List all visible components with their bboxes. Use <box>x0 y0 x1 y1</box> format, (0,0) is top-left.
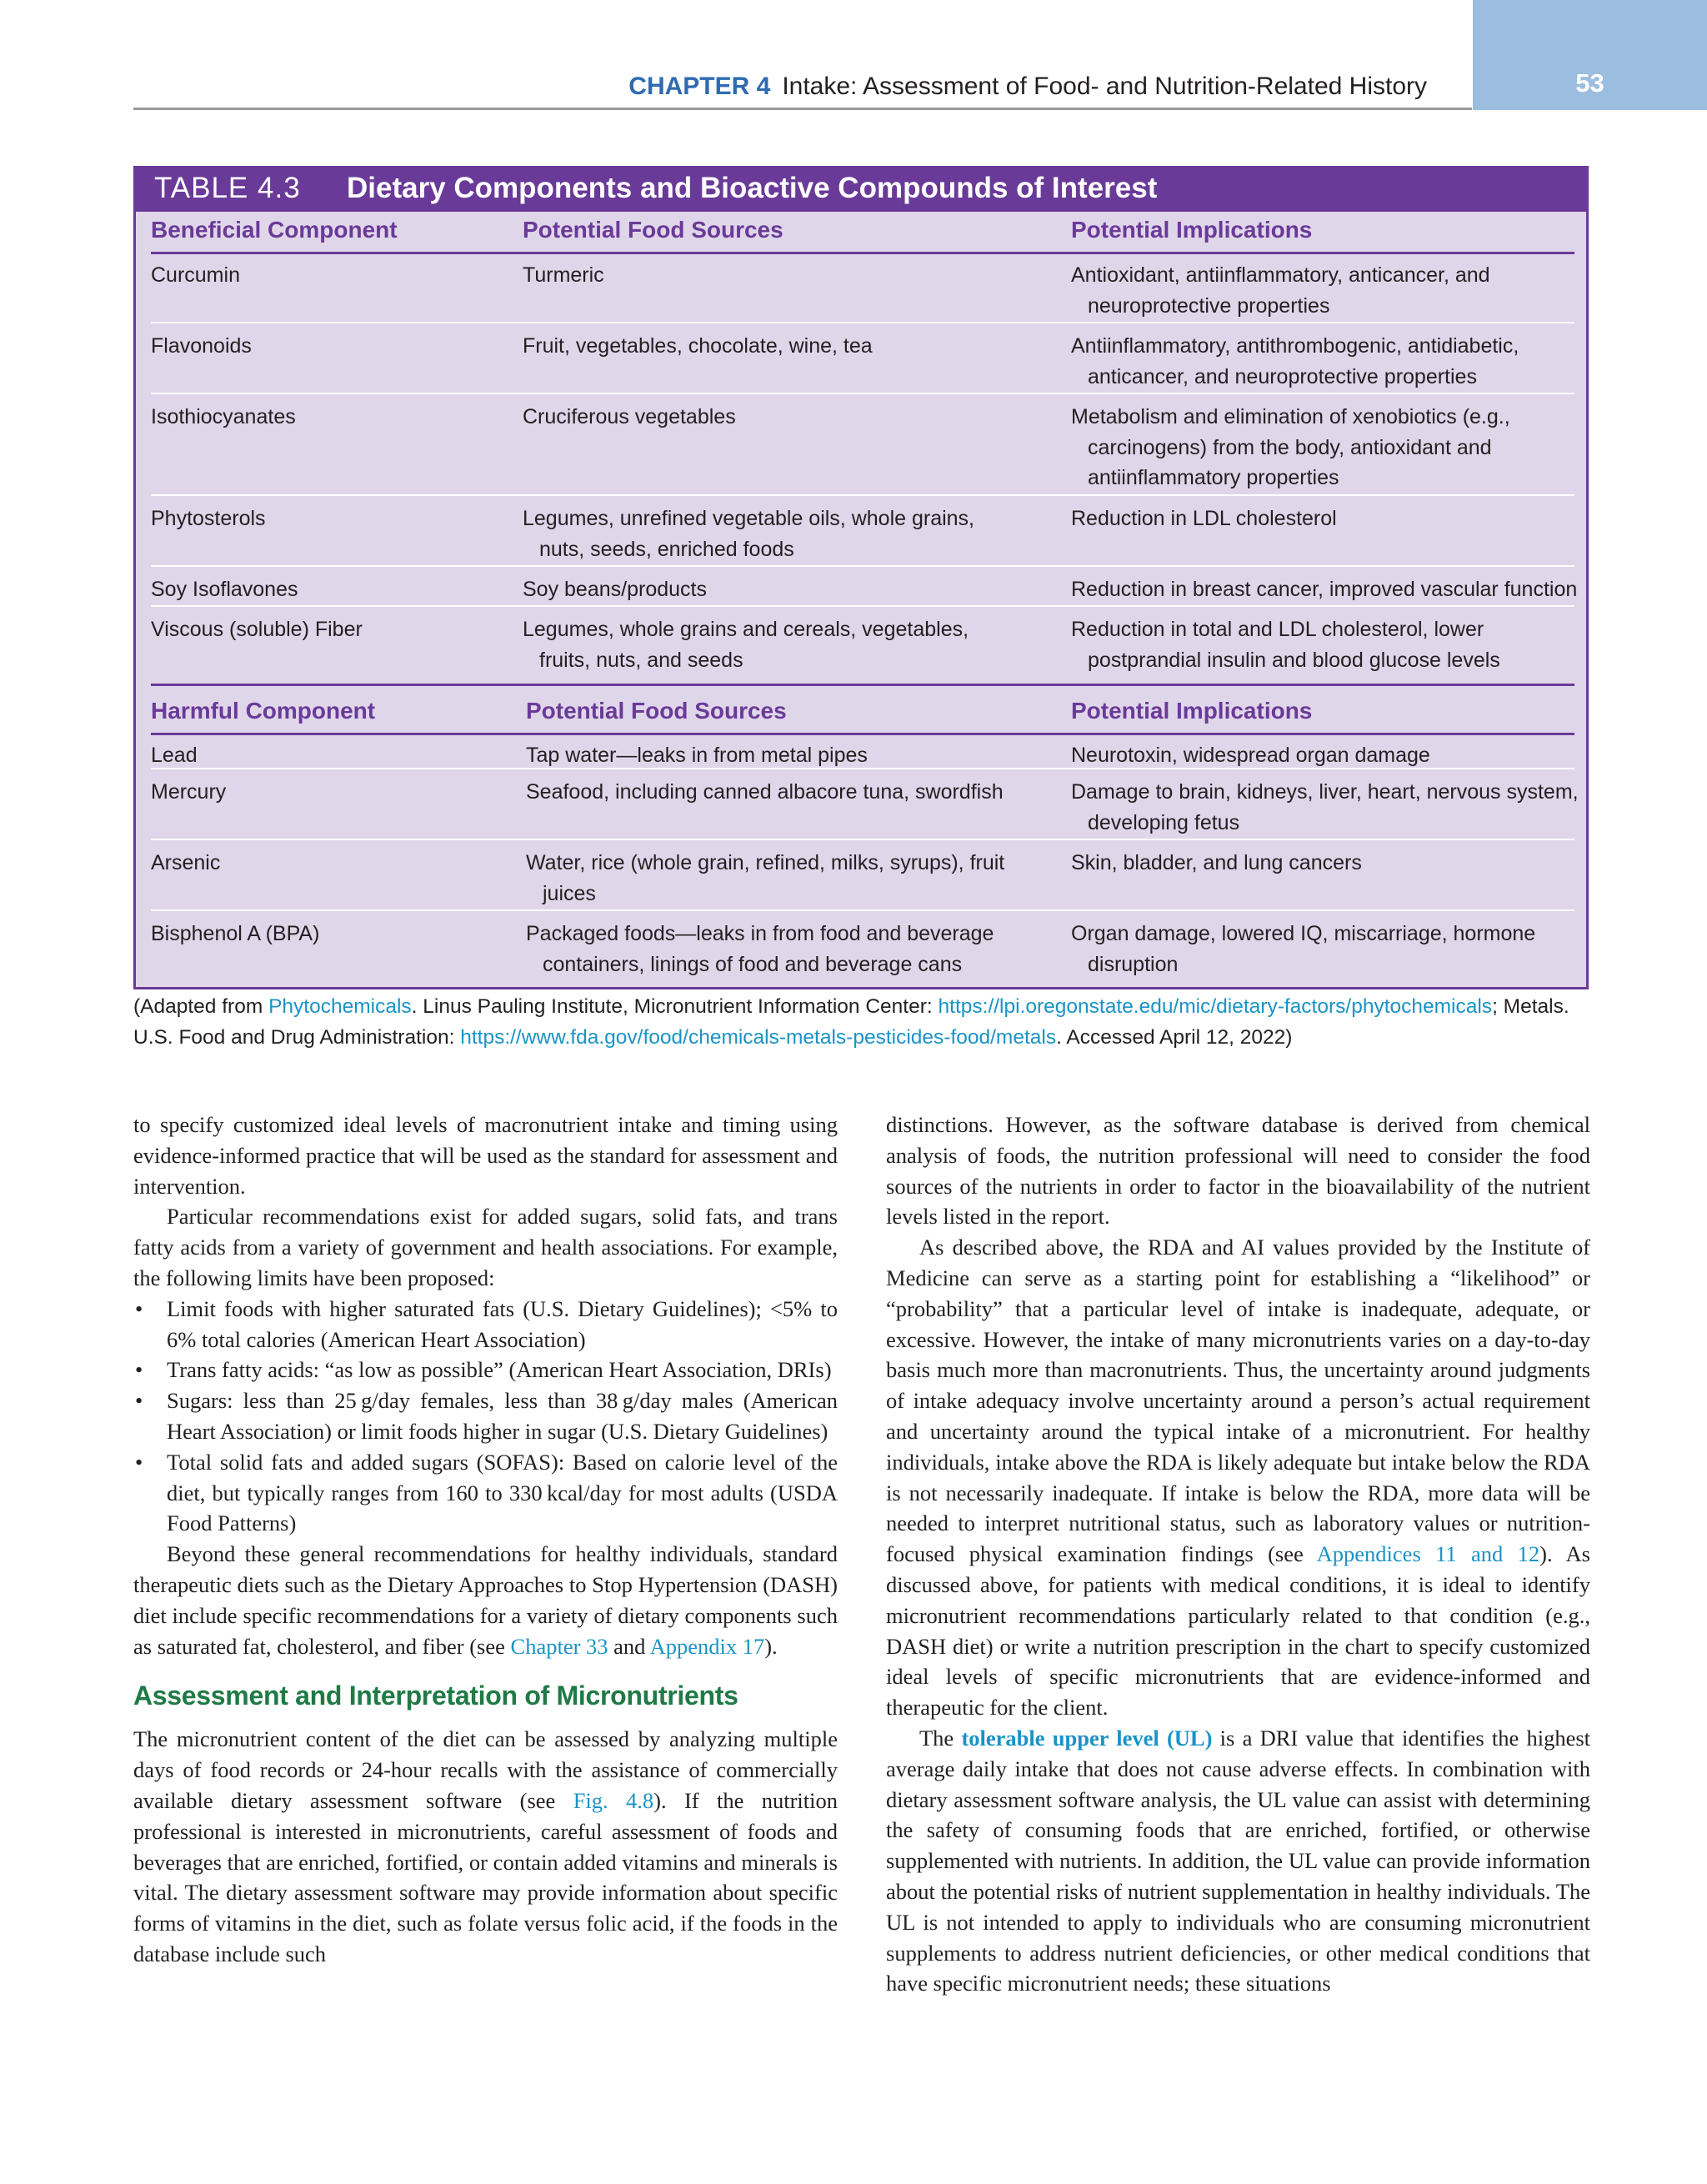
component-cell: Flavonoids <box>151 334 252 358</box>
implications-cell: Antiinflammatory, antithrombogenic, antidiabetic, anticancer, and neuroprotective properties <box>1071 334 1519 388</box>
implications-cell: Reduction in breast cancer, improved vascular function <box>1071 578 1578 601</box>
paragraph <box>886 1723 1590 1999</box>
food-sources-cell: Legumes, unrefined vegetable oils, whole grains, nuts, seeds, enriched foods <box>523 507 975 561</box>
list-item: • Limit foods with higher saturated fats (U.S. Dietary Guidelines); <5% to 6% total calories (American Heart Association) <box>133 1294 838 1355</box>
source-text: (Adapted from <box>133 995 269 1018</box>
paragraph-text: The micronutrient content of the diet can be assessed by analyzing multiple days of food records or 24-hour recalls with the assistance of commercially available dietary assessment software (see <box>133 1726 838 1813</box>
paragraph <box>133 1539 838 1661</box>
paragraph-text: The <box>919 1725 962 1751</box>
paragraph-text: is a DRI value that identifies the highest average daily intake that does not cause adverse effects. In combination with dietary assessment software analysis, the UL value can assist with determining the safety of consuming foods that are enriched, fortified, or otherwise supplemented with nutrients. In addition, the UL value can provide information about the potential risks of nutrient supplementation in healthy individuals. The UL is not intended to apply to individuals who are consuming micronutrient supplements to address nutrient deficiencies, or other medical conditions that have specific micronutrient needs; these situations <box>886 1725 1591 1996</box>
fda-url-link[interactable]: https://www.fda.gov/food/chemicals-metals-pesticides-food/metals <box>460 1026 1057 1049</box>
key-term: tolerable upper level (UL) <box>961 1725 1213 1751</box>
source-text: ; Metals. U.S. Food and Drug Administration: <box>133 995 1569 1049</box>
component-cell: Arsenic <box>151 851 221 874</box>
paragraph: distinctions. However, as the software database is derived from chemical analysis of foods, the nutrition professional will need to consider the food sources of the nutrients in order to factor in the bioavailability of the nutrient levels listed in the report. <box>886 1112 1590 1230</box>
food-sources-cell: Turmeric <box>523 263 604 287</box>
row-separator <box>151 565 1574 567</box>
header-rule <box>133 108 1472 110</box>
component-cell: Isothiocyanates <box>151 405 296 428</box>
implications-cell: Neurotoxin, widespread organ damage <box>1071 744 1430 767</box>
chapter-title: Intake: Assessment of Food- and Nutrition-Related History <box>782 73 1427 100</box>
source-text: . Linus Pauling Institute, Micronutrient Information Center: <box>411 995 939 1018</box>
page-number: 53 <box>1575 68 1604 98</box>
lpi-url-link[interactable]: https://lpi.oregonstate.edu/mic/dietary-factors/phytochemicals <box>938 995 1493 1018</box>
paragraph <box>133 1724 838 1969</box>
chapter-33-link[interactable]: Chapter 33 <box>510 1633 608 1659</box>
table-4-3 <box>133 166 1589 989</box>
column-header: Potential Food Sources <box>523 217 783 243</box>
list-item: • Total solid fats and added sugars (SOFAS): Based on calorie level of the diet, but typically ranges from 160 to 330 kcal/day for most adults (USDA Food Patterns) <box>133 1447 838 1539</box>
food-sources-cell: Soy beans/products <box>523 578 707 601</box>
row-separator <box>151 909 1574 911</box>
component-cell: Bisphenol A (BPA) <box>151 922 320 945</box>
food-sources-cell: Cruciferous vegetables <box>523 405 736 428</box>
list-item: • Trans fatty acids: “as low as possible” (American Heart Association, DRIs) <box>133 1355 838 1385</box>
paragraph-text: ). <box>764 1633 778 1659</box>
implications-cell: Damage to brain, kidneys, liver, heart, nervous system, developing fetus <box>1071 780 1579 834</box>
recommendation-list <box>133 1294 838 1539</box>
paragraph <box>886 1232 1590 1723</box>
component-cell: Curcumin <box>151 263 240 287</box>
row-separator <box>151 605 1574 607</box>
implications-cell: Antioxidant, antiinflammatory, anticancer, and neuroprotective properties <box>1071 263 1490 318</box>
implications-cell: Organ damage, lowered IQ, miscarriage, hormone disruption <box>1071 922 1536 976</box>
column-header: Potential Food Sources <box>526 698 787 724</box>
column-header: Harmful Component <box>151 698 376 724</box>
food-sources-cell: Fruit, vegetables, chocolate, wine, tea <box>523 334 873 358</box>
paragraph-text: ). As discussed above, for patients with medical conditions, it is ideal to identify micronutrient recommendations particularly related to that condition (e.g., DASH diet) or write a nutrition prescription in the chart to specify customized ideal levels of specific micronutrients that are evidence-informed and therapeutic for the client. <box>886 1541 1590 1721</box>
food-sources-cell: Legumes, whole grains and cereals, vegetables, fruits, nuts, and seeds <box>523 618 969 672</box>
running-header <box>133 0 1707 110</box>
row-separator <box>151 768 1574 769</box>
table-title: Dietary Components and Bioactive Compounds of Interest <box>347 172 1158 204</box>
implications-cell: Metabolism and elimination of xenobiotics (e.g., carcinogens) from the body, antioxidant and antiinflammatory properties <box>1071 405 1510 490</box>
paragraph-text: ). If the nutrition professional is interested in micronutrients, careful assessment of foods and beverages that are enriched, fortified, or contain added vitamins and minerals is vital. The dietary assessment software may provide information about specific forms of vitamins in the diet, such as folate versus folic acid, if the foods in the database include such <box>133 1787 838 1966</box>
appendices-11-12-link[interactable]: Appendices 11 and 12 <box>1316 1541 1540 1567</box>
harmful-header-row <box>151 696 1574 735</box>
source-text: . Accessed April 12, 2022) <box>1056 1026 1293 1049</box>
row-separator <box>151 839 1574 840</box>
column-header: Potential Implications <box>1071 217 1313 243</box>
component-cell: Mercury <box>151 780 227 804</box>
column-header: Beneficial Component <box>151 217 398 243</box>
paragraph: Particular recommendations exist for added sugars, solid fats, and trans fatty acids from a variety of government and health associations. For example, the following limits have been proposed: <box>133 1204 838 1290</box>
beneficial-header-row <box>151 215 1574 254</box>
food-sources-cell: Tap water—leaks in from metal pipes <box>526 744 868 767</box>
list-item: • Sugars: less than 25 g/day females, less than 38 g/day males (American Heart Association) or limit foods higher in sugar (U.S. Dietary Guidelines) <box>133 1385 838 1447</box>
paragraph-text: and <box>608 1633 650 1659</box>
implications-cell: Reduction in total and LDL cholesterol, lower postprandial insulin and blood glucose levels <box>1071 618 1500 672</box>
component-cell: Phytosterols <box>151 507 266 530</box>
section-heading: Assessment and Interpretation of Micronutrients <box>133 1681 738 1711</box>
food-sources-cell: Water, rice (whole grain, refined, milks, syrups), fruit juices <box>526 851 1005 905</box>
component-cell: Soy Isoflavones <box>151 578 298 601</box>
column-header: Potential Implications <box>1071 698 1313 724</box>
right-text-column <box>886 1110 1590 1999</box>
appendix-17-link[interactable]: Appendix 17 <box>649 1633 765 1659</box>
row-separator <box>151 494 1574 496</box>
page-number-tab <box>1473 0 1707 110</box>
fig-4-8-link[interactable]: Fig. 4.8 <box>573 1787 654 1813</box>
implications-cell: Reduction in LDL cholesterol <box>1071 507 1337 530</box>
phytochemicals-link[interactable]: Phytochemicals <box>268 995 412 1018</box>
implications-cell: Skin, bladder, and lung cancers <box>1071 851 1362 874</box>
section-divider <box>151 684 1574 686</box>
paragraph-text: As described above, the RDA and AI values provided by the Institute of Medicine can serve as a starting point for establishing a “likelihood” or “probability” that a particular level of intake is inadequate, adequate, or excessive. However, the intake of many micronutrients varies on a day-to-day basis much more than macronutrients. Thus, the uncertainty around judgments of intake adequacy involve uncertainty around a person’s actual requirement and uncertainty around the typical intake of a micronutrient. For healthy individuals, intake above the RDA is likely adequate but intake below the RDA is not necessarily inadequate. If intake is below the RDA, more data will be needed to interpret nutritional status, such as laboratory values or nutrition-focused physical examination findings (see <box>886 1235 1590 1567</box>
table-title-bar <box>136 168 1586 212</box>
component-cell: Viscous (soluble) Fiber <box>151 618 363 641</box>
food-sources-cell: Seafood, including canned albacore tuna, swordfish <box>526 780 1004 804</box>
paragraph-text: Beyond these general recommendations for healthy individuals, standard therapeutic diets such as the Dietary Approaches to Stop Hypertension (DASH) diet include specific recommendations for a variety of dietary components such as saturated fat, cholesterol, and fiber (see <box>133 1541 838 1659</box>
left-text-column <box>133 1110 838 1970</box>
table-number: TABLE 4.3 <box>154 172 301 204</box>
component-cell: Lead <box>151 744 198 767</box>
chapter-heading <box>628 70 1427 103</box>
chapter-label: CHAPTER 4 <box>628 73 771 100</box>
table-source-note <box>133 991 1592 1053</box>
row-separator <box>151 322 1574 323</box>
food-sources-cell: Packaged foods—leaks in from food and beverage containers, linings of food and beverage cans <box>526 922 994 976</box>
row-separator <box>151 393 1574 394</box>
paragraph: to specify customized ideal levels of macronutrient intake and timing using evidence-informed practice that will be used as the standard for assessment and intervention. <box>133 1112 838 1199</box>
